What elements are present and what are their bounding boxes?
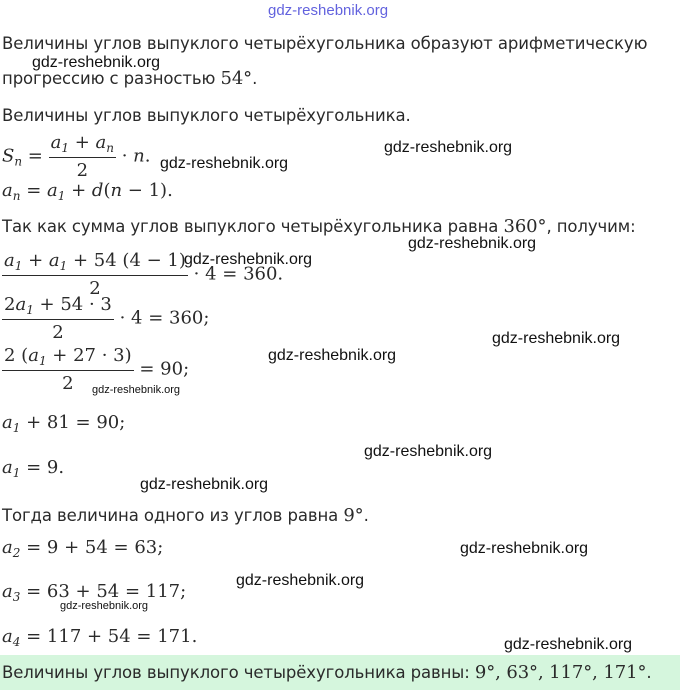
- watermark: gdz-reshebnik.org: [408, 235, 537, 252]
- first-angle-value: 9°: [343, 505, 364, 526]
- equation-5: $a_1 = 9$.: [2, 457, 65, 480]
- equation-1: $\frac{a_1 + a_1 + 54 (4 - 1)}{2}$ · 4 = 360.: [4, 250, 284, 299]
- watermark-small: gdz-reshebnik.org: [92, 384, 181, 396]
- given-line-2-text: прогрессию с разностью: [2, 69, 216, 88]
- watermark: gdz-reshebnik.org: [492, 330, 621, 347]
- watermark: gdz-reshebnik.org: [160, 155, 289, 172]
- watermark: gdz-reshebnik.org: [140, 476, 269, 493]
- given-line-1: Величины углов выпуклого четырёхугольника образуют арифметическую: [2, 34, 648, 53]
- answer-values: 9°, 63°, 117°, 171°: [474, 662, 647, 683]
- sum-intro-text: Так как сумма углов выпуклого четырёхугольника равна: [2, 217, 499, 236]
- watermark: gdz-reshebnik.org: [32, 54, 161, 71]
- equation-3: $\frac{2 (a_1 + 27 \cdot 3)}{2}$ = 90;: [4, 345, 190, 394]
- equation-a3: $a_3 = 63 + 54 = 117$;: [2, 581, 187, 604]
- angle-sum-value: 360°: [503, 216, 547, 237]
- equation-4: $a_1 + 81 = 90$;: [2, 412, 126, 435]
- sum-formula: $S_n$ = $\frac{a_1 + a_n}{2}$ · n.: [2, 132, 151, 181]
- then-text: Тогда величина одного из углов равна: [2, 506, 339, 525]
- equation-a2: $a_2 = 9 + 54 = 63$;: [2, 537, 164, 560]
- sum-intro-tail: , получим:: [546, 217, 636, 236]
- watermark: gdz-reshebnik.org: [384, 139, 513, 156]
- nth-term-formula: $a_n = a_1 + d(n - 1)$.: [2, 180, 173, 203]
- watermark: gdz-reshebnik.org: [184, 251, 313, 268]
- watermark: gdz-reshebnik.org: [268, 347, 397, 364]
- equation-2: $\frac{2a_1 + 54 \cdot 3}{2}$ · 4 = 360;: [4, 294, 210, 343]
- watermark: gdz-reshebnik.org: [504, 636, 633, 653]
- difference-value: 54°: [220, 68, 253, 89]
- sum-intro: [2, 216, 636, 237]
- then-line: Тогда величина одного из углов равна 9°.: [2, 505, 369, 526]
- section-heading: Величины углов выпуклого четырёхугольника.: [2, 106, 411, 125]
- watermark: gdz-reshebnik.org: [460, 540, 589, 557]
- watermark: gdz-reshebnik.org: [364, 443, 493, 460]
- equation-a4: $a_4 = 117 + 54 = 171$.: [2, 626, 198, 649]
- answer-line: Величины углов выпуклого четырёхугольника равны: 9°, 63°, 117°, 171°.: [2, 662, 652, 683]
- watermark: gdz-reshebnik.org: [236, 572, 365, 589]
- watermark-small: gdz-reshebnik.org: [60, 600, 149, 612]
- answer-label: Величины углов выпуклого четырёхугольника равны:: [2, 663, 470, 682]
- watermark-top: gdz-reshebnik.org: [268, 2, 389, 19]
- given-line-2: прогрессию с разностью 54°.: [2, 68, 258, 89]
- sum-formula-fraction: $\frac{a_1 + a_n}{2}$: [50, 132, 114, 181]
